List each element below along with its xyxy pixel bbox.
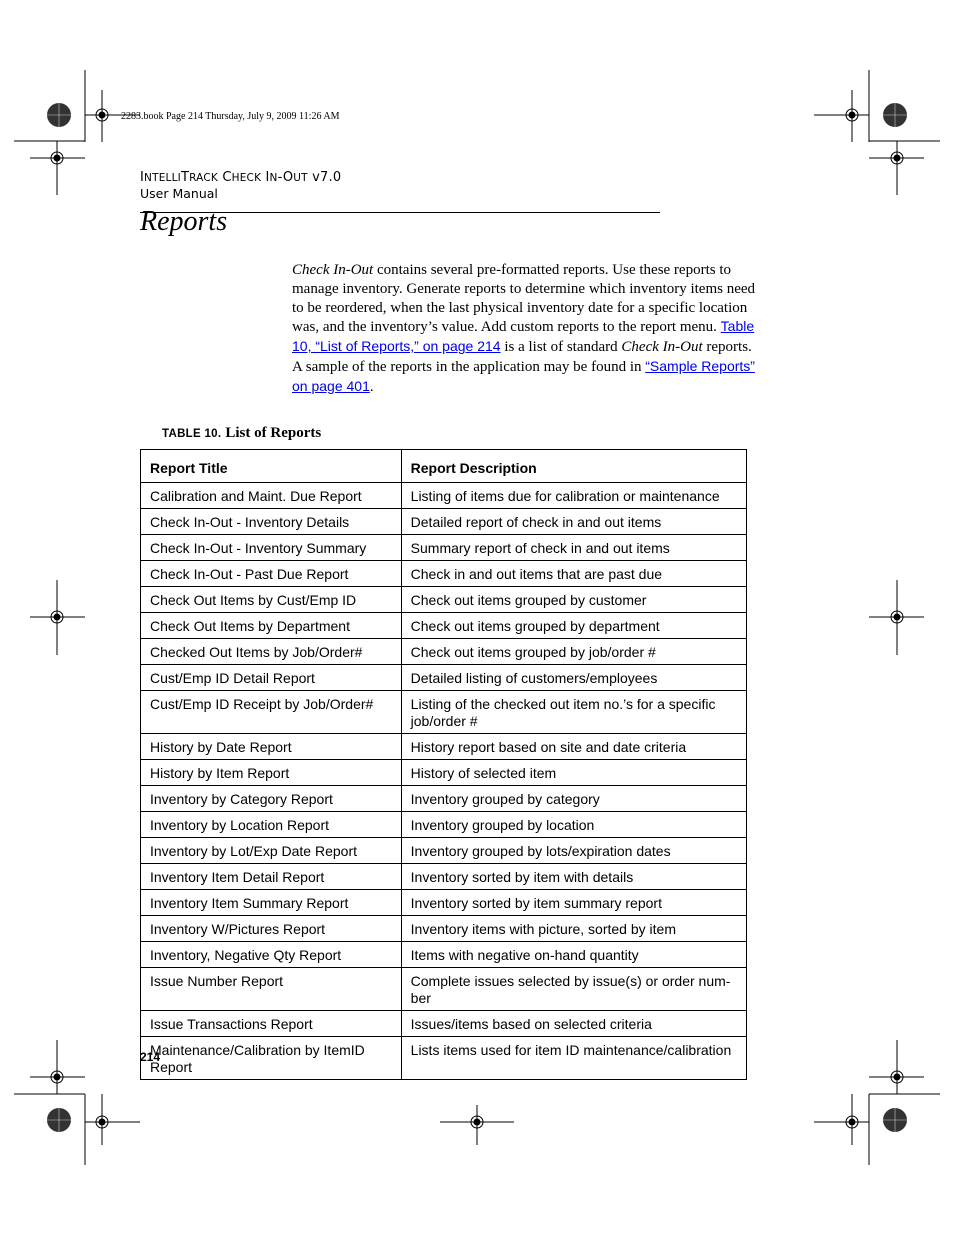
report-title-cell: Check In-Out - Inventory Details — [141, 509, 402, 535]
table-row — [141, 864, 747, 890]
table-row — [141, 1011, 747, 1037]
report-description-cell: Check out items grouped by customer — [401, 587, 746, 613]
report-description-cell: Listing of items due for calibration or maintenance — [401, 483, 746, 509]
report-description-cell: History of selected item — [401, 760, 746, 786]
report-title-cell: Cust/Emp ID Receipt by Job/Order# — [141, 691, 402, 734]
report-title-cell: Inventory Item Detail Report — [141, 864, 402, 890]
table-caption: TABLE 10. List of Reports — [162, 425, 322, 441]
table-row — [141, 665, 747, 691]
report-title-cell: Check In-Out - Inventory Summary — [141, 535, 402, 561]
report-description-cell: Check in and out items that are past due — [401, 561, 746, 587]
product-title: INTELLITRACK CHECK IN-OUT v7.0 — [140, 170, 342, 185]
report-description-cell: Inventory grouped by location — [401, 812, 746, 838]
table-row — [141, 587, 747, 613]
report-title-cell: Checked Out Items by Job/Order# — [141, 639, 402, 665]
report-title-cell: Inventory by Lot/Exp Date Report — [141, 838, 402, 864]
table-row — [141, 968, 747, 1011]
manual-subtitle: User Manual — [140, 186, 218, 201]
report-description-cell: Summary report of check in and out items — [401, 535, 746, 561]
intro-paragraph: Check In-Out contains several pre-formatted reports. Use these reports to manage inventory. Generate reports to determine which inventory items need to be reordered, when the last physical inventory date for a specific location was, and the inventory’s value. Add custom reports to the report menu. Table 10, “List of Reports,” on page 214 is a list of standard Check In-Out reports. A sample of the reports in the application may be found in “Sample Reports” on page 401. — [292, 262, 756, 395]
report-title-cell: Check In-Out - Past Due Report — [141, 561, 402, 587]
report-description-cell: Items with negative on-hand quantity — [401, 942, 746, 968]
table-row — [141, 734, 747, 760]
table-row — [141, 890, 747, 916]
table-row — [141, 509, 747, 535]
report-title-cell: Inventory by Location Report — [141, 812, 402, 838]
report-title-cell: Inventory by Category Report — [141, 786, 402, 812]
section-title: Reports — [140, 206, 228, 237]
report-description-cell: Lists items used for item ID maintenance/calibration — [401, 1037, 746, 1080]
report-title-cell: Maintenance/Calibration by ItemID Report — [141, 1037, 402, 1080]
report-title-cell: Issue Transactions Report — [141, 1011, 402, 1037]
table-row — [141, 561, 747, 587]
report-description-cell: Check out items grouped by department — [401, 613, 746, 639]
report-title-cell: History by Item Report — [141, 760, 402, 786]
report-description-cell: History report based on site and date criteria — [401, 734, 746, 760]
report-title-cell: Cust/Emp ID Detail Report — [141, 665, 402, 691]
header-report-description: Report Description — [401, 450, 746, 483]
report-title-cell: Inventory, Negative Qty Report — [141, 942, 402, 968]
print-slug: 2283.book Page 214 Thursday, July 9, 2009 11:26 AM — [121, 111, 340, 122]
report-description-cell: Inventory items with picture, sorted by item — [401, 916, 746, 942]
table-row — [141, 942, 747, 968]
table-row — [141, 639, 747, 665]
report-description-cell: Inventory grouped by lots/expiration dates — [401, 838, 746, 864]
table-row — [141, 812, 747, 838]
table-row — [141, 535, 747, 561]
report-description-cell: Detailed report of check in and out items — [401, 509, 746, 535]
report-description-cell: Complete issues selected by issue(s) or order num-ber — [401, 968, 746, 1011]
report-description-cell: Detailed listing of customers/employees — [401, 665, 746, 691]
header-report-title: Report Title — [141, 450, 402, 483]
running-header — [140, 170, 341, 201]
report-title-cell: History by Date Report — [141, 734, 402, 760]
table-row — [141, 613, 747, 639]
report-description-cell: Inventory sorted by item summary report — [401, 890, 746, 916]
table-row — [141, 786, 747, 812]
report-description-cell: Check out items grouped by job/order # — [401, 639, 746, 665]
report-description-cell: Listing of the checked out item no.’s for a specific job/order # — [401, 691, 746, 734]
report-title-cell: Calibration and Maint. Due Report — [141, 483, 402, 509]
page-number: 214 — [140, 1050, 161, 1064]
sample-reports-link[interactable]: “Sample Reports” on page 401 — [292, 357, 755, 394]
table-10-link[interactable]: Table 10, “List of Reports,” on page 214 — [292, 318, 755, 355]
report-title-cell: Issue Number Report — [141, 968, 402, 1011]
table-row — [141, 483, 747, 509]
report-description-cell: Inventory sorted by item with details — [401, 864, 746, 890]
report-description-cell: Inventory grouped by category — [401, 786, 746, 812]
report-description-cell: Issues/items based on selected criteria — [401, 1011, 746, 1037]
table-row — [141, 916, 747, 942]
report-title-cell: Check Out Items by Cust/Emp ID — [141, 587, 402, 613]
reports-table — [140, 449, 747, 1080]
table-row — [141, 838, 747, 864]
report-title-cell: Inventory W/Pictures Report — [141, 916, 402, 942]
table-header-row — [141, 450, 747, 483]
table-row — [141, 691, 747, 734]
table-row — [141, 1037, 747, 1080]
report-title-cell: Inventory Item Summary Report — [141, 890, 402, 916]
table-row — [141, 760, 747, 786]
report-title-cell: Check Out Items by Department — [141, 613, 402, 639]
